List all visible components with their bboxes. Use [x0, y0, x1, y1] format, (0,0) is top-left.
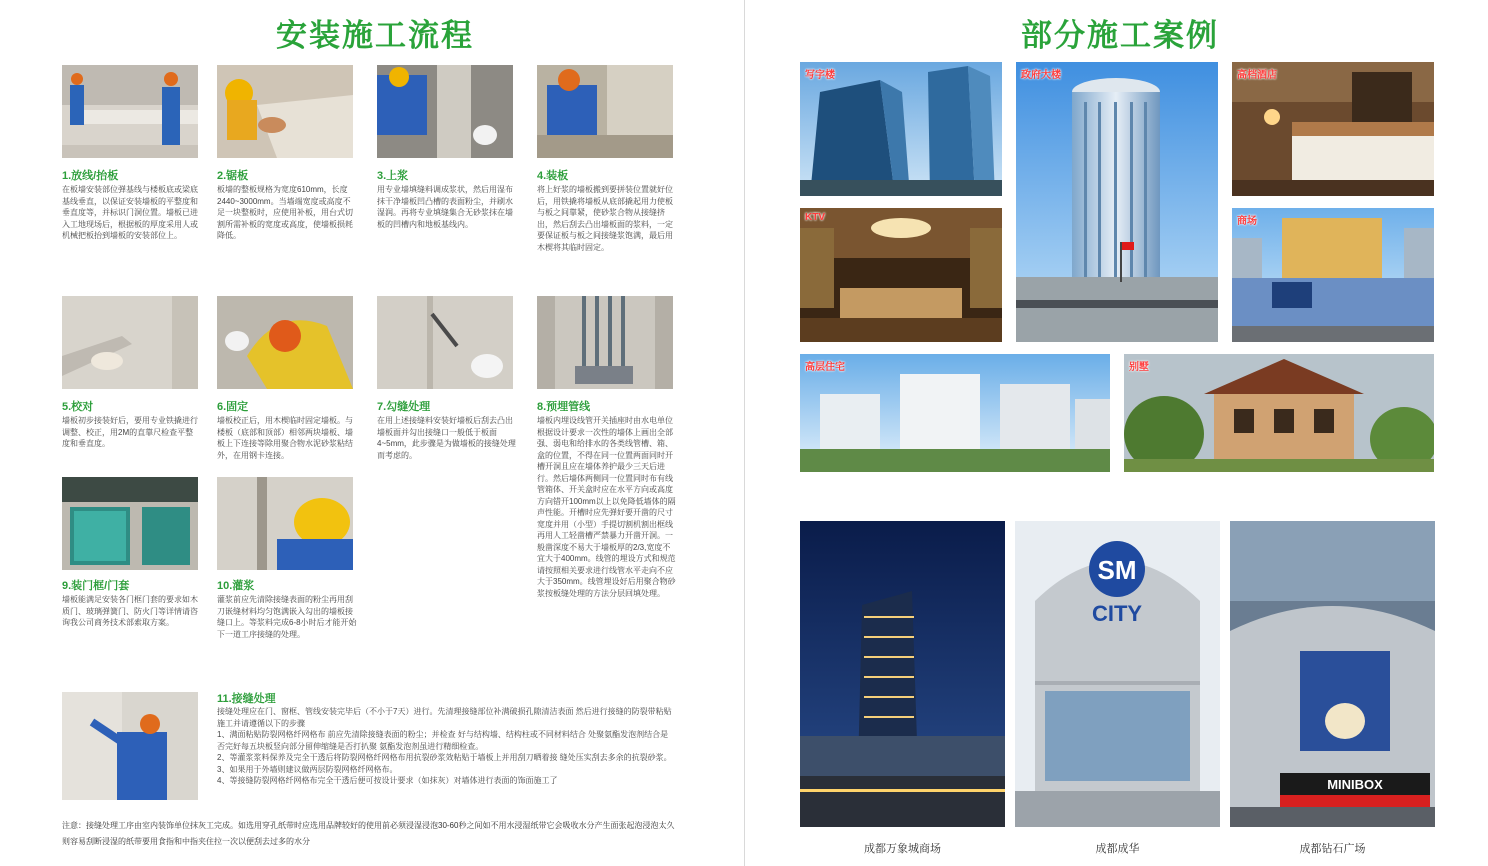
ktv-tag: KTV	[805, 212, 825, 223]
step-2-photo	[217, 65, 353, 158]
city-sign-text: CITY	[1091, 601, 1143, 626]
sm-city-photo	[1015, 521, 1220, 827]
step-6-title: 6.固定	[217, 401, 249, 413]
step-5-title: 5.校对	[62, 401, 94, 413]
residential-tag: 高层住宅	[805, 362, 845, 373]
residential-photo	[800, 354, 1110, 472]
sm-logo-text: SM	[1097, 555, 1137, 585]
right-page-title: 部分施工案例	[1021, 18, 1219, 53]
step-6-photo	[217, 296, 353, 389]
step-7-title: 7.勾缝处理	[377, 401, 431, 413]
step-6-text: 墙板校正后，用木楔临时固定墙板。与楼板（底部和顶部）相邻两块墙板、墙板上下连接等除用聚合物水泥砂浆粘结外，在用钢卡连接。	[217, 416, 353, 460]
step-10-text: 灌浆前应先清除接缝表面的粉尘再用刮刀嵌缝材料均匀饱满嵌入勾出的墙板接缝口上。等浆料完成6-8小时后才能开始下一道工序接缝的处理。	[217, 595, 357, 639]
step-2-title: 2.锯板	[217, 170, 249, 182]
step-5-text: 墙板初步接装好后，要用专业铁撬进行调整、校正，用2M的直靠尺检查平整度和垂直度。	[62, 416, 198, 448]
diamond-plaza-photo	[1230, 521, 1435, 827]
step-3-title: 3.上浆	[377, 170, 409, 182]
construction-note: 注意：接缝处理工序由室内装饰单位抹灰工完成。如选用穿孔纸带时应选用品牌较好的使用前必须浸湿浸泡30-60秒之间如不用水浸湿纸带它会吸收水分产生面张起泡浸泡太久则容易刮断浸湿的纸带要用食指和中指夹住拉一次以便刮去过多的水分	[62, 821, 675, 846]
step-1-title: 1.放线/抬板	[62, 170, 119, 182]
office-building-photo	[800, 62, 1002, 196]
step-3-text: 用专业墙填缝料调成浆状，然后用湿布抹干净墙板凹凸槽的表面粉尘，并刷水湿润。再将专业填缝集合无砂浆抹在墙板的凹槽内和地板基线内。	[377, 185, 513, 229]
villa-photo	[1124, 354, 1434, 472]
mixc-mall-photo	[800, 521, 1005, 827]
government-tag: 政府大楼	[1021, 70, 1061, 81]
step-1-text: 在板墙安装部位弹基线与楼板底或梁底基线垂直，以保证安装墙板的平整度和垂直度等，并标识门洞位置。墙板已进入工地现场后，根据板的厚度采用人或机械把板抬到墙板的安装部位上。	[62, 185, 198, 240]
step-11-title: 11.接缝处理	[217, 693, 276, 705]
office-tag: 写字楼	[805, 70, 835, 81]
hotel-photo	[1232, 62, 1434, 196]
step-5-photo	[62, 296, 198, 389]
mall-tag: 商场	[1237, 216, 1257, 227]
villa-tag: 别墅	[1129, 362, 1149, 373]
step-2-text: 板墙的整板规格为宽度610mm，长度2440~3000mm。当墙端宽度或高度不足一块整板时，应使用补板，用台式切割所需补板的宽度或高度，使墙板损耗降低。	[217, 185, 353, 240]
page-divider	[744, 0, 745, 866]
minibox-sign-text: MINIBOX	[1327, 777, 1383, 792]
step-11-text: 接缝处理应在门、窗框、管线安装完毕后（不小于7天）进行。先清理接缝部位补满破损孔隙清洁表面 然后进行接缝的防裂带粘贴施工并请遵循以下的步骤 1、满面粘贴防裂网格纤网格布 前应先清除接缝表面的粉尘；并检查 好与结构墙、结构柱或不同材料结合 处聚氨酯发泡剂结合是否完好每五块板竖向部分留伸缩缝是否打扒聚 氨酯发泡剂虽进行精细检查。 2、等灌浆浆料保养及完全干透后将防裂网格纤网格布用抗裂砂浆效粘贴于墙板上并用刮刀晒着接 缝处压实刮去多余的抗裂砂浆。 3、如果用于外墙则建议做两层防裂网格纤网格布。 4、等接缝防裂网格纤网格布完全干透后便可按设计要求（如抹灰）对墙体进行表面的饰面施工了	[217, 707, 672, 785]
left-page-title: 安装施工流程	[276, 18, 474, 53]
caption-mixc: 成都万象城商场	[864, 843, 941, 855]
step-10-photo	[217, 477, 353, 570]
step-9-text: 墙板能满足安装各门框门套的要求如木质门、玻璃弹簧门、防火门等详情请咨询我公司商务技术部索取方案。	[62, 595, 198, 627]
step-8-text: 墙板内埋设线管开关插座时由水电单位根据设计要求一次性的墙体上画出全部强、弱电和给排水的各类线管槽、箱、盒的位置，不得在同一位置两面同时开槽开洞且应在墙体养护最少三天后进行。然后墙体两侧同一位置同时布有线管箱体、开关盒时应在水平方向或高度方向错开100mm以上以免降低墙体的隔声性能。开槽时应先弹好要开凿的尺寸宽度并用（小型）手提切割机割出框线再用人工轻凿槽严禁暴力开凿开洞。一般凿深度不易大于墙板厚的2/3,宽度不宜大于400mm。线管的埋设方式和规范请按照相关要求进行线管水平走向不应大于350mm。线管埋设好后用聚合物砂浆按板缝处理的方法分层回填处理。	[537, 416, 676, 598]
step-4-text: 将上好浆的墙板搬到要拼装位置就好位后，用铁撬将墙板从底部撬起用力使板与板之间靠紧，使砂浆合物从接缝挤出，然后刮去凸出墙板面的浆料，一定要保证板与板之间接缝浆饱满，最后用木楔将其临时固定。	[537, 185, 673, 252]
step-8-title: 8.预埋管线	[537, 401, 591, 413]
ktv-photo	[800, 208, 1002, 342]
government-building-photo	[1016, 62, 1218, 342]
step-7-photo	[377, 296, 513, 389]
step-7-text: 在用上述接缝料安装好墙板后刮去凸出墙板面并勾出接缝口一般低于板面4~5mm，此步骤是为做墙板的接缝处理而考虑的。	[377, 416, 516, 460]
step-3-photo	[377, 65, 513, 158]
step-4-photo	[537, 65, 673, 158]
step-1-photo	[62, 65, 198, 158]
step-9-title: 9.装门框/门套	[62, 580, 130, 592]
step-4-title: 4.装板	[537, 170, 569, 182]
step-8-photo	[537, 296, 673, 389]
mall-photo	[1232, 208, 1434, 342]
step-9-photo	[62, 477, 198, 570]
step-11-photo	[62, 692, 198, 800]
caption-diamond-plaza: 成都钻石广场	[1299, 843, 1366, 855]
caption-chenghua: 成都成华	[1095, 843, 1140, 855]
step-10-title: 10.灌浆	[217, 580, 255, 592]
hotel-tag: 高档酒店	[1237, 70, 1277, 81]
